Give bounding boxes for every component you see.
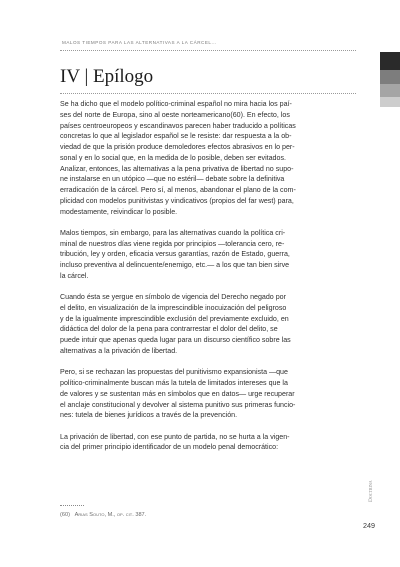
- section-tab-mid: [380, 70, 400, 84]
- section-tab-light: [380, 84, 400, 97]
- text-line: Se ha dicho que el modelo político-criminal español no mira hacia los paí-: [60, 100, 292, 108]
- page-number: 249: [363, 521, 375, 530]
- text-line: la cárcel.: [60, 271, 89, 280]
- title-divider: [60, 93, 356, 94]
- text-line: concretas lo que al legislador español se le resiste: dar respuesta a la ob-: [60, 132, 292, 141]
- text-line: Cuando ésta se yergue en símbolo de vigencia del Derecho negado por: [60, 293, 286, 302]
- text-line: sonal y en lo social que, en la medida de lo posible, deben ser evitados.: [60, 153, 286, 162]
- text-line: y de la igualmente imprescindible exclusión del previamente excluido, en: [60, 314, 289, 323]
- text-line: tribución, ley y orden, eficacia versus garantías, razón de Estado, guerra,: [60, 250, 290, 259]
- text-line: Malos tiempos, sin embargo, para las alternativas cuando la política cri-: [60, 228, 286, 237]
- section-side-label: Doctrina: [368, 480, 374, 502]
- section-tab-dark: [380, 52, 400, 70]
- text-line: el delito, en visualización de la imprescindible inocuización del peligroso: [60, 303, 287, 312]
- footnote: [60, 512, 146, 518]
- header-divider: [60, 50, 356, 51]
- text-line: modestamente, reivindicar lo posible.: [60, 207, 178, 216]
- paragraph-5: [60, 432, 361, 454]
- body-text: [60, 99, 361, 464]
- paragraph-4: [60, 367, 361, 421]
- text-line: Pero, si se rechazan las propuestas del punitivismo expansionista —que: [60, 368, 288, 377]
- text-line: didáctica del dolor de la pena para contrarrestar el dolor del delito, se: [60, 325, 278, 334]
- text-line: La privación de libertad, con ese punto de partida, no se hurta a la vigen-: [60, 432, 290, 441]
- text-line: el anclaje constitucional y devolver al sistema punitivo sus primeras funcio-: [60, 400, 296, 409]
- chapter-title: IV | Epílogo: [60, 66, 154, 87]
- footnote-source: Arias Souto, M., op. cit. 387.: [74, 512, 147, 518]
- text-line: cia del primer principio identificador de un modelo penal democrático:: [60, 443, 279, 452]
- text-line: incluso preventiva al delincuente/enemigo, etc.— a los que tan bien sirve: [60, 261, 290, 270]
- text-line: nes: tutela de bienes jurídicos a través de la prevención.: [60, 411, 238, 420]
- footnote-number: (60): [60, 512, 70, 518]
- section-tab-lightest: [380, 97, 400, 107]
- running-head: MALOS TIEMPOS PARA LAS ALTERNATIVAS A LA CÁRCEL...: [62, 40, 217, 45]
- text-line: países centroeuropeos y escandinavos parecen haber traducido a políticas: [60, 121, 296, 130]
- footnote-divider: [60, 505, 84, 506]
- text-line: viedad de que la prisión produce demoledores efectos abrasivos en lo per-: [60, 143, 295, 151]
- text-line: ne instalarse en un utópico —que no estéril— debate sobre la definitiva: [60, 175, 285, 184]
- text-line: erradicación de la cárcel. Pero sí, al menos, abandonar el plano de la com-: [60, 186, 296, 194]
- text-line: puede intuir que apenas queda lugar para un discurso científico sobre las: [60, 336, 291, 345]
- text-line: político-criminalmente buscan más la tutela de limitados intereses que la: [60, 379, 288, 388]
- paragraph-3: [60, 292, 361, 357]
- paragraph-1: [60, 99, 361, 217]
- paragraph-2: [60, 228, 361, 282]
- text-line: ses del norte de Europa, sino al oeste norteamericano(60). En efecto, los: [60, 110, 290, 119]
- text-line: de valores y se sustentan más en símbolos que en datos— urge recuperar: [60, 389, 295, 398]
- text-line: minal de nuestros días viene regida por principios —tolerancia cero, re-: [60, 239, 285, 248]
- text-line: plicidad con modelos punitivistas y vindicativos (propios del far west) para,: [60, 196, 294, 205]
- text-line: Analizar, entonces, las alternativas a la pena privativa de libertad no supo-: [60, 164, 294, 173]
- text-line: alternativas a la privación de libertad.: [60, 346, 178, 355]
